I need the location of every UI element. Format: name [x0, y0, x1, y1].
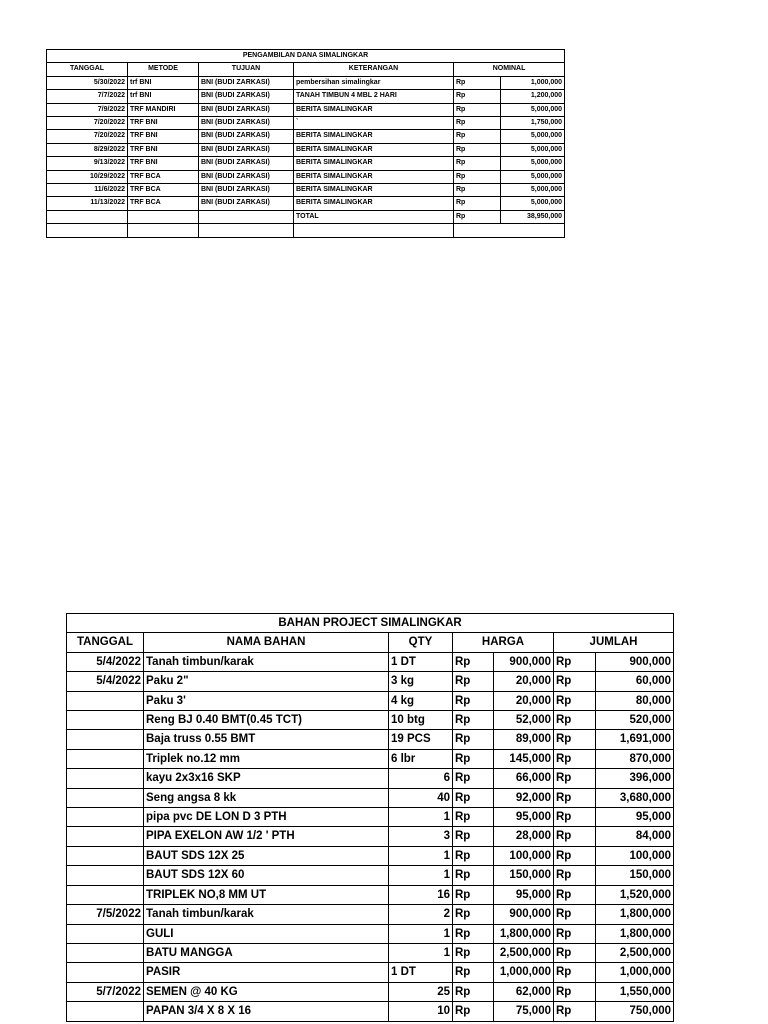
cell-currency: Rp	[554, 905, 596, 924]
cell-currency: Rp	[453, 749, 494, 768]
cell-harga: 145,000	[494, 749, 554, 768]
cell-tujuan: BNI (BUDI ZARKASI)	[199, 143, 294, 156]
cell-jumlah: 84,000	[596, 827, 674, 846]
cell-tanggal	[67, 885, 144, 904]
cell-keterangan: pembersihan simalingkar	[294, 76, 454, 89]
table-row	[47, 117, 565, 130]
cell-tujuan: BNI (BUDI ZARKASI)	[199, 103, 294, 116]
cell-jumlah: 750,000	[596, 1002, 674, 1021]
cell-currency: Rp	[454, 143, 501, 156]
cell-currency: Rp	[554, 827, 596, 846]
cell-currency: Rp	[453, 905, 494, 924]
cell-qty: 1	[389, 808, 453, 827]
cell-keterangan: BERITA SIMALINGKAR	[294, 130, 454, 143]
cell-jumlah: 2,500,000	[596, 943, 674, 962]
cell-qty: 16	[389, 885, 453, 904]
table-row	[67, 982, 674, 1001]
cell-tanggal: 5/4/2022	[67, 652, 144, 671]
cell-empty	[47, 210, 128, 223]
cell-nama-bahan: BAUT SDS 12X 60	[144, 866, 389, 885]
cell-currency: Rp	[554, 730, 596, 749]
cell-qty: 4 kg	[389, 691, 453, 710]
cell-currency: Rp	[453, 769, 494, 788]
cell-qty: 6 lbr	[389, 749, 453, 768]
header-tanggal: TANGGAL	[67, 633, 144, 652]
table-row	[47, 197, 565, 210]
cell-nominal: 1,200,000	[501, 90, 565, 103]
cell-jumlah: 1,000,000	[596, 963, 674, 982]
cell-harga: 95,000	[494, 885, 554, 904]
cell-tanggal: 10/29/2022	[47, 170, 128, 183]
cell-keterangan: BERITA SIMALINGKAR	[294, 197, 454, 210]
table-row	[67, 749, 674, 768]
cell-harga: 92,000	[494, 788, 554, 807]
cell-tanggal: 7/7/2022	[47, 90, 128, 103]
cell-qty: 19 PCS	[389, 730, 453, 749]
cell-nama-bahan: SEMEN @ 40 KG	[144, 982, 389, 1001]
cell-tanggal: 7/5/2022	[67, 905, 144, 924]
table-row	[67, 672, 674, 691]
cell-currency: Rp	[454, 117, 501, 130]
header-keterangan: KETERANGAN	[294, 63, 454, 76]
cell-empty	[47, 224, 128, 237]
cell-tanggal: 8/29/2022	[47, 143, 128, 156]
cell-tanggal	[67, 788, 144, 807]
table-title-row	[67, 614, 674, 633]
cell-currency: Rp	[453, 672, 494, 691]
cell-metode: TRF BNI	[128, 130, 199, 143]
cell-nama-bahan: BAUT SDS 12X 25	[144, 846, 389, 865]
cell-harga: 62,000	[494, 982, 554, 1001]
cell-jumlah: 900,000	[596, 652, 674, 671]
bahan-project-table	[66, 613, 674, 1022]
cell-tanggal: 7/20/2022	[47, 117, 128, 130]
table-row	[47, 76, 565, 89]
cell-tanggal: 5/7/2022	[67, 982, 144, 1001]
cell-tujuan: BNI (BUDI ZARKASI)	[199, 117, 294, 130]
cell-qty: 3 kg	[389, 672, 453, 691]
table-row	[47, 143, 565, 156]
cell-harga: 100,000	[494, 846, 554, 865]
cell-nama-bahan: BATU MANGGA	[144, 943, 389, 962]
cell-tanggal	[67, 691, 144, 710]
cell-nama-bahan: TRIPLEK NO,8 MM UT	[144, 885, 389, 904]
cell-currency: Rp	[554, 672, 596, 691]
cell-currency: Rp	[454, 197, 501, 210]
cell-empty	[128, 210, 199, 223]
cell-metode: trf BNI	[128, 90, 199, 103]
cell-nama-bahan: Baja truss 0.55 BMT	[144, 730, 389, 749]
table-row	[67, 827, 674, 846]
cell-empty	[294, 224, 454, 237]
cell-currency: Rp	[453, 652, 494, 671]
cell-tanggal	[67, 769, 144, 788]
cell-keterangan: BERITA SIMALINGKAR	[294, 170, 454, 183]
cell-harga: 1,800,000	[494, 924, 554, 943]
cell-qty: 2	[389, 905, 453, 924]
cell-keterangan: BERITA SIMALINGKAR	[294, 157, 454, 170]
cell-nominal: 5,000,000	[501, 170, 565, 183]
cell-harga: 2,500,000	[494, 943, 554, 962]
cell-jumlah: 1,800,000	[596, 924, 674, 943]
cell-metode: TRF BCA	[128, 184, 199, 197]
cell-nama-bahan: Paku 2"	[144, 672, 389, 691]
header-metode: METODE	[128, 63, 199, 76]
cell-jumlah: 870,000	[596, 749, 674, 768]
cell-jumlah: 396,000	[596, 769, 674, 788]
cell-currency: Rp	[454, 103, 501, 116]
cell-jumlah: 1,520,000	[596, 885, 674, 904]
cell-currency: Rp	[453, 866, 494, 885]
header-harga: HARGA	[453, 633, 554, 652]
cell-currency: Rp	[454, 157, 501, 170]
pengambilan-dana-table	[46, 49, 565, 238]
table-header-row	[67, 633, 674, 652]
table-row	[67, 788, 674, 807]
table-row	[67, 846, 674, 865]
cell-currency: Rp	[453, 943, 494, 962]
header-nominal: NOMINAL	[454, 63, 565, 76]
cell-currency: Rp	[554, 982, 596, 1001]
cell-nominal: 5,000,000	[501, 103, 565, 116]
cell-currency: Rp	[554, 924, 596, 943]
cell-tujuan: BNI (BUDI ZARKASI)	[199, 76, 294, 89]
cell-currency: Rp	[554, 943, 596, 962]
cell-nama-bahan: Triplek no.12 mm	[144, 749, 389, 768]
cell-harga: 89,000	[494, 730, 554, 749]
cell-currency: Rp	[453, 846, 494, 865]
cell-jumlah: 520,000	[596, 711, 674, 730]
cell-qty: 25	[389, 982, 453, 1001]
table-row	[47, 157, 565, 170]
cell-currency: Rp	[453, 788, 494, 807]
table-row	[47, 184, 565, 197]
cell-qty: 1 DT	[389, 963, 453, 982]
table-row	[67, 924, 674, 943]
cell-currency: Rp	[554, 866, 596, 885]
cell-harga: 150,000	[494, 866, 554, 885]
cell-jumlah: 80,000	[596, 691, 674, 710]
table-title: BAHAN PROJECT SIMALINGKAR	[67, 614, 674, 633]
header-qty: QTY	[389, 633, 453, 652]
table-title: PENGAMBILAN DANA SIMALINGKAR	[47, 50, 565, 63]
cell-nominal: 1,000,000	[501, 76, 565, 89]
table-row	[47, 170, 565, 183]
cell-currency: Rp	[453, 982, 494, 1001]
cell-harga: 95,000	[494, 808, 554, 827]
cell-tanggal	[67, 1002, 144, 1021]
table-row	[67, 652, 674, 671]
table-row	[67, 808, 674, 827]
cell-currency: Rp	[453, 730, 494, 749]
cell-qty: 10	[389, 1002, 453, 1021]
cell-nama-bahan: Tanah timbun/karak	[144, 905, 389, 924]
cell-jumlah: 100,000	[596, 846, 674, 865]
cell-currency: Rp	[554, 963, 596, 982]
cell-tanggal: 7/20/2022	[47, 130, 128, 143]
cell-metode: TRF MANDIRI	[128, 103, 199, 116]
cell-jumlah: 1,800,000	[596, 905, 674, 924]
cell-tanggal: 7/9/2022	[47, 103, 128, 116]
cell-qty: 10 btg	[389, 711, 453, 730]
cell-keterangan: BERITA SIMALINGKAR	[294, 143, 454, 156]
cell-currency: Rp	[554, 808, 596, 827]
cell-metode: TRF BNI	[128, 157, 199, 170]
table-row	[47, 103, 565, 116]
cell-tanggal	[67, 711, 144, 730]
cell-tanggal: 11/13/2022	[47, 197, 128, 210]
cell-currency: Rp	[554, 691, 596, 710]
cell-nominal: 1,750,000	[501, 117, 565, 130]
cell-currency: Rp	[453, 1002, 494, 1021]
cell-tanggal	[67, 924, 144, 943]
cell-keterangan: `	[294, 117, 454, 130]
header-tanggal: TANGGAL	[47, 63, 128, 76]
cell-qty: 1 DT	[389, 652, 453, 671]
cell-nama-bahan: Seng angsa 8 kk	[144, 788, 389, 807]
table-row	[67, 943, 674, 962]
header-tujuan: TUJUAN	[199, 63, 294, 76]
cell-currency: Rp	[453, 691, 494, 710]
cell-currency: Rp	[554, 846, 596, 865]
cell-jumlah: 3,680,000	[596, 788, 674, 807]
cell-currency: Rp	[454, 76, 501, 89]
cell-harga: 900,000	[494, 652, 554, 671]
cell-harga: 52,000	[494, 711, 554, 730]
table-row	[67, 1002, 674, 1021]
cell-tanggal: 5/4/2022	[67, 672, 144, 691]
empty-row	[47, 224, 565, 237]
cell-tujuan: BNI (BUDI ZARKASI)	[199, 130, 294, 143]
cell-harga: 28,000	[494, 827, 554, 846]
cell-harga: 75,000	[494, 1002, 554, 1021]
table-row	[47, 130, 565, 143]
cell-nama-bahan: PAPAN 3/4 X 8 X 16	[144, 1002, 389, 1021]
pengambilan-dana-table-body	[47, 50, 565, 238]
cell-empty	[454, 224, 565, 237]
cell-tujuan: BNI (BUDI ZARKASI)	[199, 157, 294, 170]
cell-metode: TRF BCA	[128, 170, 199, 183]
total-row	[47, 210, 565, 223]
cell-empty	[199, 224, 294, 237]
cell-nama-bahan: kayu 2x3x16 SKP	[144, 769, 389, 788]
cell-jumlah: 60,000	[596, 672, 674, 691]
cell-jumlah: 1,691,000	[596, 730, 674, 749]
cell-currency: Rp	[454, 130, 501, 143]
cell-nama-bahan: Tanah timbun/karak	[144, 652, 389, 671]
cell-nama-bahan: PIPA EXELON AW 1/2 ' PTH	[144, 827, 389, 846]
cell-tanggal	[67, 730, 144, 749]
cell-tanggal: 11/6/2022	[47, 184, 128, 197]
cell-nominal: 5,000,000	[501, 184, 565, 197]
cell-nama-bahan: Reng BJ 0.40 BMT(0.45 TCT)	[144, 711, 389, 730]
cell-nominal: 5,000,000	[501, 197, 565, 210]
cell-currency: Rp	[453, 924, 494, 943]
cell-jumlah: 150,000	[596, 866, 674, 885]
table-row	[47, 90, 565, 103]
cell-metode: TRF BCA	[128, 197, 199, 210]
cell-harga: 1,000,000	[494, 963, 554, 982]
cell-tanggal: 5/30/2022	[47, 76, 128, 89]
cell-tanggal	[67, 866, 144, 885]
cell-nama-bahan: pipa pvc DE LON D 3 PTH	[144, 808, 389, 827]
cell-currency: Rp	[554, 652, 596, 671]
cell-nominal: 5,000,000	[501, 143, 565, 156]
cell-qty: 1	[389, 924, 453, 943]
table-row	[67, 963, 674, 982]
total-label: TOTAL	[294, 210, 454, 223]
cell-harga: 900,000	[494, 905, 554, 924]
bahan-project-table-body	[67, 614, 674, 1022]
table-row	[67, 711, 674, 730]
cell-currency: Rp	[554, 885, 596, 904]
cell-tanggal	[67, 808, 144, 827]
cell-qty: 1	[389, 846, 453, 865]
cell-tujuan: BNI (BUDI ZARKASI)	[199, 90, 294, 103]
cell-qty: 40	[389, 788, 453, 807]
table-row	[67, 905, 674, 924]
cell-tanggal	[67, 749, 144, 768]
cell-currency: Rp	[453, 827, 494, 846]
cell-nominal: 5,000,000	[501, 157, 565, 170]
cell-nama-bahan: Paku 3'	[144, 691, 389, 710]
cell-currency: Rp	[453, 885, 494, 904]
cell-jumlah: 1,550,000	[596, 982, 674, 1001]
table-header-row	[47, 63, 565, 76]
cell-empty	[128, 224, 199, 237]
cell-qty: 6	[389, 769, 453, 788]
cell-keterangan: BERITA SIMALINGKAR	[294, 184, 454, 197]
total-nominal: 38,950,000	[501, 210, 565, 223]
cell-currency: Rp	[554, 749, 596, 768]
table-row	[67, 866, 674, 885]
header-jumlah: JUMLAH	[554, 633, 674, 652]
cell-harga: 66,000	[494, 769, 554, 788]
cell-harga: 20,000	[494, 672, 554, 691]
cell-tanggal	[67, 827, 144, 846]
cell-tanggal	[67, 846, 144, 865]
header-nama-bahan: NAMA BAHAN	[144, 633, 389, 652]
cell-qty: 1	[389, 943, 453, 962]
cell-currency: Rp	[453, 808, 494, 827]
cell-keterangan: TANAH TIMBUN 4 MBL 2 HARI	[294, 90, 454, 103]
cell-tujuan: BNI (BUDI ZARKASI)	[199, 184, 294, 197]
cell-currency: Rp	[454, 210, 501, 223]
cell-harga: 20,000	[494, 691, 554, 710]
cell-jumlah: 95,000	[596, 808, 674, 827]
cell-metode: trf BNI	[128, 76, 199, 89]
cell-tujuan: BNI (BUDI ZARKASI)	[199, 170, 294, 183]
table-row	[67, 885, 674, 904]
cell-currency: Rp	[554, 711, 596, 730]
cell-nama-bahan: GULI	[144, 924, 389, 943]
cell-tujuan: BNI (BUDI ZARKASI)	[199, 197, 294, 210]
cell-currency: Rp	[453, 711, 494, 730]
cell-qty: 1	[389, 866, 453, 885]
cell-tanggal: 9/13/2022	[47, 157, 128, 170]
cell-nominal: 5,000,000	[501, 130, 565, 143]
cell-metode: TRF BNI	[128, 117, 199, 130]
table-row	[67, 691, 674, 710]
cell-currency: Rp	[454, 184, 501, 197]
cell-keterangan: BERITA SIMALINGKAR	[294, 103, 454, 116]
cell-currency: Rp	[453, 963, 494, 982]
table-row	[67, 730, 674, 749]
cell-qty: 3	[389, 827, 453, 846]
cell-tanggal	[67, 963, 144, 982]
cell-currency: Rp	[554, 788, 596, 807]
cell-currency: Rp	[454, 170, 501, 183]
cell-currency: Rp	[554, 1002, 596, 1021]
cell-currency: Rp	[554, 769, 596, 788]
cell-currency: Rp	[454, 90, 501, 103]
table-row	[67, 769, 674, 788]
cell-nama-bahan: PASIR	[144, 963, 389, 982]
table-title-row	[47, 50, 565, 63]
cell-tanggal	[67, 943, 144, 962]
cell-empty	[199, 210, 294, 223]
cell-metode: TRF BNI	[128, 143, 199, 156]
